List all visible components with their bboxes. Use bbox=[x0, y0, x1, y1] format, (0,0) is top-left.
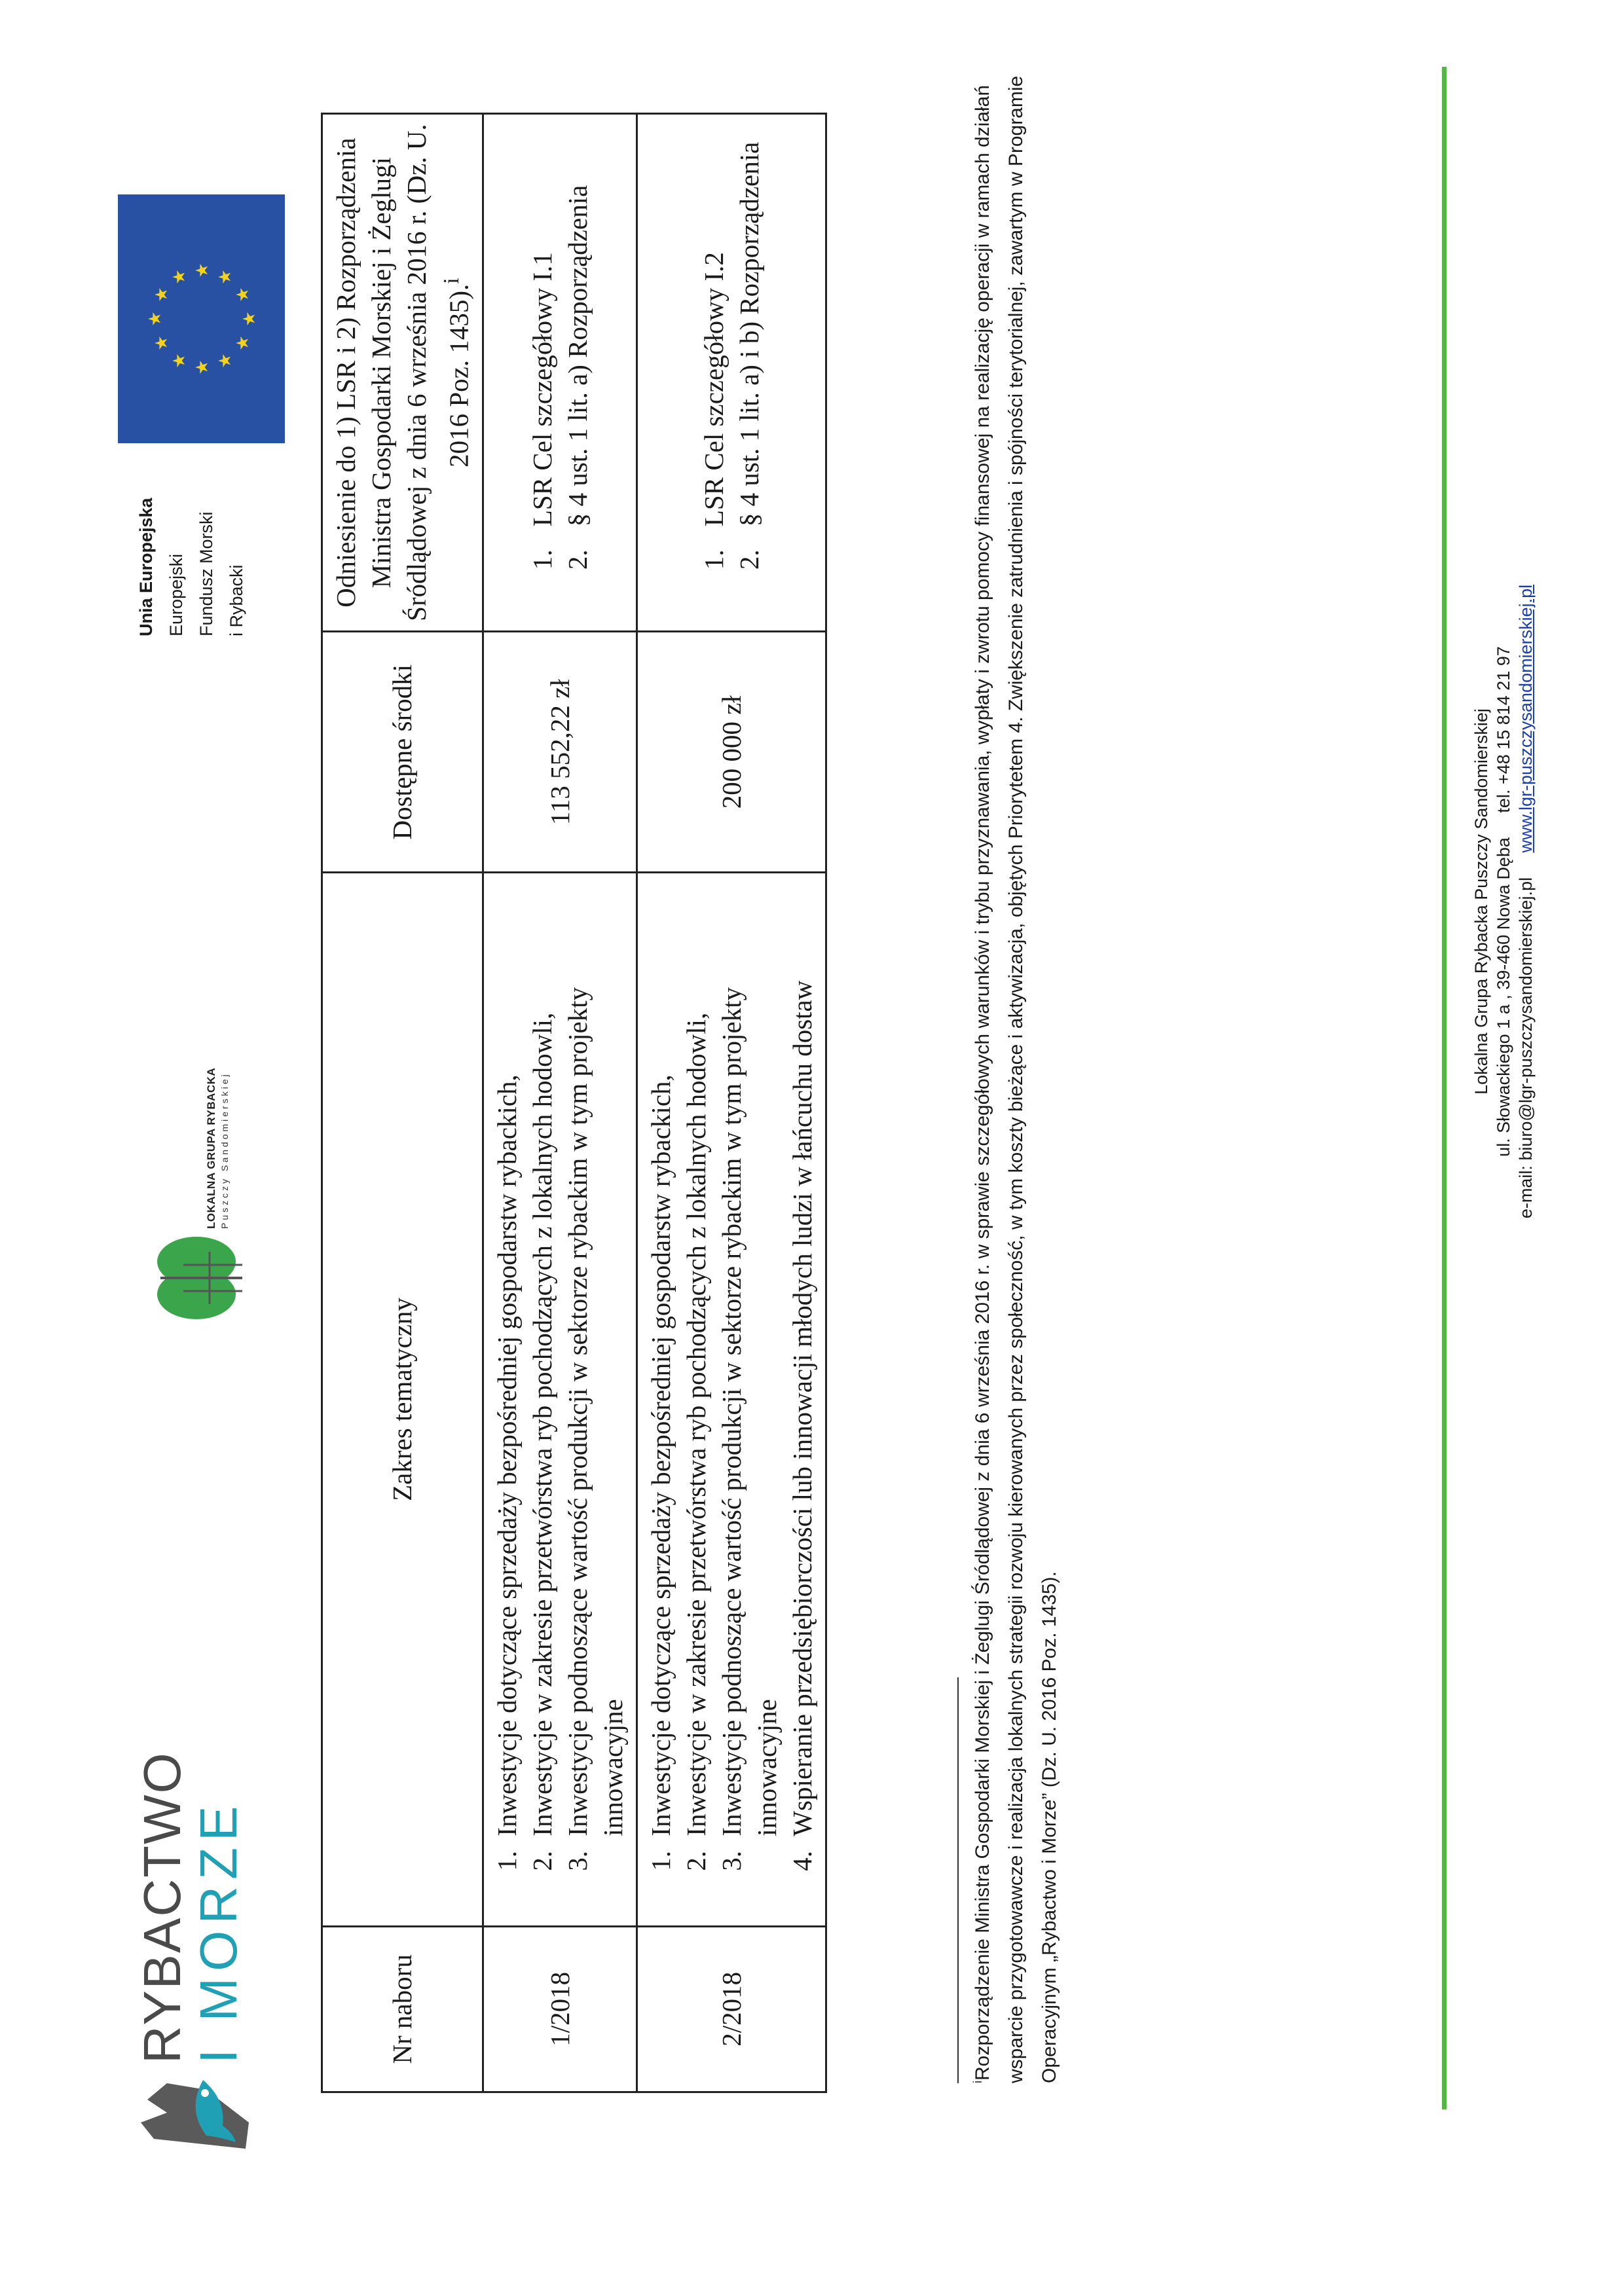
footnote-text: Rozporządzenie Ministra Gospodarki Morskiej i Żeglugi Śródlądowej z dnia 6 września 2016 r. w sprawie szczegółowych warunków i trybu przyznawania, wypłaty i zwrotu pomocy finansowej na realizację operacji w ramach działań wsparcie przygotowawcze i realizacja lokalnych strategii rozwoju kierowanych przez społeczność, w tym koszty bieżące i aktywizacja, objętych Priorytetem 4. Zwiększenie zatrudnienia i spójności terytorialnej, zawartym w Programie Operacyjnym „Rybactwo i Morze” (Dz. U. 2016 Poz. 1435). bbox=[972, 75, 1060, 2083]
rybactwo-logo-line2: I MORZE bbox=[189, 1799, 248, 2064]
footer-website-link[interactable]: www.lgr-puszczysandomierskiej.pl bbox=[1516, 584, 1536, 853]
list-item: 2. § 4 ust. 1 lit. a) i b) Rozporządzenia bbox=[731, 124, 767, 543]
header-dostepne-srodki: Dostępne środki bbox=[322, 632, 483, 873]
row1-nr: 1/2018 bbox=[483, 1926, 637, 2092]
row2-zakres bbox=[637, 873, 826, 1926]
list-item: 1. Inwestycje dotyczące sprzedaży bezpośredniej gospodarstw rybackich, bbox=[643, 883, 678, 1844]
footnote-separator bbox=[957, 1677, 959, 2083]
list-item: 2. Inwestycje w zakresie przetwórstwa ryb pochodzących z lokalnych hodowli, bbox=[678, 883, 714, 1844]
footer-green-line bbox=[1442, 67, 1447, 2109]
footer-phone: tel. +48 15 814 21 97 bbox=[1494, 646, 1513, 813]
header-zakres-tematyczny: Zakres tematyczny bbox=[322, 873, 483, 1926]
svg-text:★: ★ bbox=[215, 269, 235, 285]
rybactwo-logo-line1: RYBACTWO bbox=[133, 1751, 191, 2064]
list-item: 2. § 4 ust. 1 lit. a) Rozporządzenia bbox=[560, 124, 595, 543]
list-item: 2. Inwestycje w zakresie przetwórstwa ryb pochodzących z lokalnych hodowli, bbox=[525, 883, 560, 1844]
list-item: 1. Inwestycje dotyczące sprzedaży bezpośredniej gospodarstw rybackich, bbox=[489, 883, 525, 1844]
row1-zakres bbox=[483, 873, 637, 1926]
svg-text:★: ★ bbox=[193, 263, 212, 278]
footer-org-name: Lokalna Grupa Rybacka Puszczy Sandomierskiej bbox=[1471, 708, 1491, 1095]
row1-odniesienie bbox=[483, 114, 637, 632]
svg-text:★: ★ bbox=[233, 287, 253, 302]
list-item: 3. Inwestycje podnoszące wartość produkcji w sektorze rybackim w tym projekty innowacyjne bbox=[714, 883, 784, 1844]
header-nr-naboru: Nr naboru bbox=[322, 1926, 483, 2092]
row2-srodki: 200 000 zł bbox=[637, 632, 826, 873]
eu-fund-text bbox=[131, 427, 251, 636]
fish-hand-logo-icon bbox=[128, 2064, 259, 2162]
eu-line2: Europejski bbox=[166, 553, 186, 636]
table-row bbox=[637, 114, 826, 2092]
footer-contact-line bbox=[1492, 345, 1515, 1458]
svg-text:★: ★ bbox=[215, 353, 235, 369]
table-row bbox=[483, 114, 637, 2092]
footnote bbox=[961, 73, 1066, 2083]
rybactwo-i-morze-logo bbox=[128, 1751, 272, 2162]
svg-text:★: ★ bbox=[240, 311, 259, 327]
two-leaves-logo-icon bbox=[147, 1232, 246, 1324]
header-odniesienie-text: Odniesienie do 1) LSR i 2) Rozporządzenia Ministra Gospodarki Morskiej i Żeglugi Śródlądowej z dnia 6 września 2016 r. (Dz. U. 2016 Poz. 1435). bbox=[331, 124, 474, 621]
footnote-mark: i bbox=[971, 2081, 984, 2083]
footer-links-line bbox=[1515, 345, 1537, 1458]
eu-line1: Unia Europejska bbox=[136, 498, 156, 636]
header-odniesienie bbox=[322, 114, 483, 632]
recruitment-table bbox=[321, 113, 827, 2093]
svg-text:★: ★ bbox=[170, 353, 189, 369]
row1-srodki: 113 552,22 zł bbox=[483, 632, 637, 873]
eu-line3: Fundusz Morski bbox=[196, 511, 216, 636]
svg-text:★: ★ bbox=[193, 359, 212, 375]
svg-text:★: ★ bbox=[170, 269, 189, 285]
svg-text:★: ★ bbox=[152, 335, 172, 351]
row2-odniesienie bbox=[637, 114, 826, 632]
row2-nr: 2/2018 bbox=[637, 1926, 826, 2092]
header-footnote-mark: i bbox=[439, 278, 464, 284]
list-item: 4. Wspieranie przedsiębiorczości lub innowacji młodych ludzi w łańcuchu dostaw bbox=[784, 883, 820, 1844]
footer-email: e-mail: biuro@lgr-puszczysandomierskiej.pl bbox=[1516, 877, 1536, 1219]
lgr-logo-subtitle: Puszczy Sandomierskiej bbox=[219, 1072, 230, 1229]
eu-stars-icon bbox=[118, 194, 285, 443]
lgr-logo-name: LOKALNA GRUPA RYBACKA bbox=[205, 1067, 217, 1229]
list-item: 1. LSR Cel szczegółowy I.2 bbox=[696, 124, 731, 543]
svg-text:★: ★ bbox=[145, 311, 165, 327]
eu-flag-icon bbox=[118, 194, 285, 443]
list-item: 3. Inwestycje podnoszące wartość produkcji w sektorze rybackim w tym projekty innowacyjne bbox=[560, 883, 631, 1844]
list-item: 1. LSR Cel szczegółowy I.1 bbox=[525, 124, 560, 543]
svg-text:★: ★ bbox=[233, 335, 253, 351]
eu-line4: i Rybacki bbox=[227, 564, 246, 636]
footer bbox=[1470, 345, 1537, 1458]
table-header-row bbox=[322, 114, 483, 2092]
svg-text:★: ★ bbox=[152, 287, 172, 302]
lgr-logo bbox=[147, 1067, 252, 1324]
footer-address: ul. Słowackiego 1 a , 39-460 Nowa Dęba bbox=[1494, 837, 1513, 1157]
